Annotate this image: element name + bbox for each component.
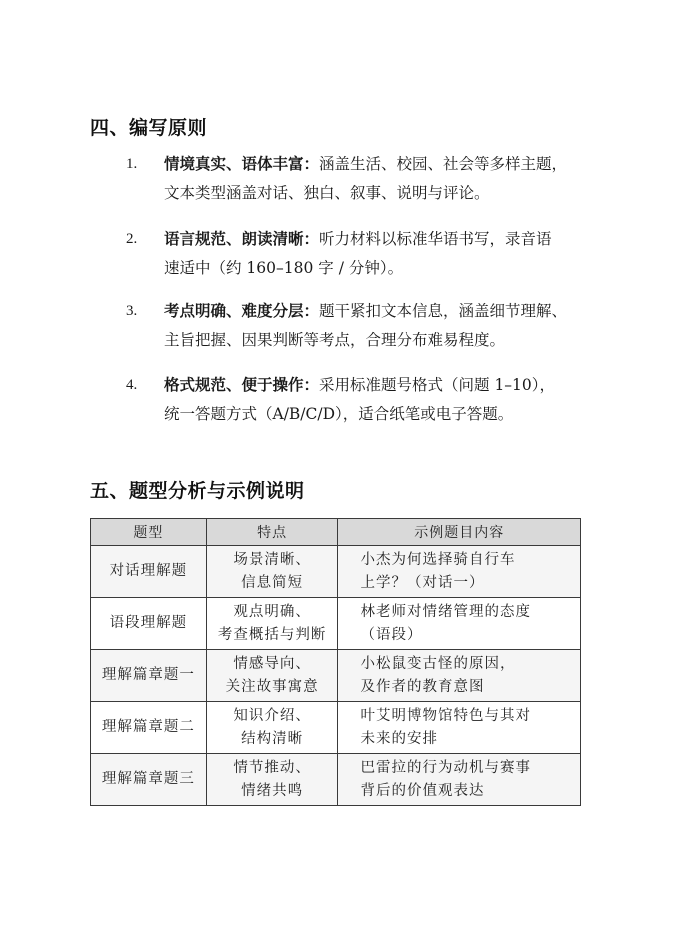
example-line: 未来的安排 — [360, 730, 438, 747]
principle-item — [126, 297, 596, 355]
item-number: 1. — [126, 156, 138, 172]
feature-line: 情绪共鸣 — [241, 782, 304, 799]
type-cell: 语段理解题 — [91, 598, 207, 650]
example-line: 林老师对情绪管理的态度 — [360, 603, 531, 620]
features-cell — [206, 702, 338, 754]
item-text-continued: 主旨把握、因果判断等考点，合理分布难易程度。 — [164, 331, 506, 349]
example-cell — [338, 650, 581, 702]
example-line: 背后的价值观表达 — [360, 782, 485, 799]
type-cell: 理解篇章题一 — [91, 650, 207, 702]
header-cell-features: 特点 — [206, 519, 338, 546]
header-cell-example: 示例题目内容 — [338, 519, 581, 546]
section-title-principles: 四、编写原则 — [90, 117, 208, 139]
example-cell — [338, 546, 581, 598]
question-type-table — [90, 518, 581, 806]
features-cell — [206, 650, 338, 702]
feature-line: 观点明确、 — [233, 603, 311, 620]
feature-line: 关注故事寓意 — [225, 678, 319, 695]
table-row — [91, 702, 581, 754]
example-line: 上学？（对话一） — [360, 574, 485, 591]
feature-line: 情节推动、 — [233, 759, 311, 776]
example-line: 巴雷拉的行为动机与赛事 — [360, 759, 531, 776]
example-line: 小杰为何选择骑自行车 — [360, 551, 516, 568]
features-cell — [206, 598, 338, 650]
item-number: 4. — [126, 377, 138, 393]
item-text-continued: 统一答题方式（A/B/C/D），适合纸笔或电子答题。 — [164, 405, 514, 423]
table-row — [91, 754, 581, 806]
principle-item — [126, 371, 596, 429]
section-title-question-types: 五、题型分析与示例说明 — [90, 480, 305, 502]
table-row — [91, 650, 581, 702]
example-line: 及作者的教育意图 — [360, 678, 485, 695]
example-cell — [338, 702, 581, 754]
item-heading: 情境真实、语体丰富： — [164, 155, 320, 173]
feature-line: 情感导向、 — [233, 655, 311, 672]
item-number: 2. — [126, 231, 138, 247]
table-row — [91, 598, 581, 650]
feature-line: 场景清晰、 — [233, 551, 311, 568]
type-cell: 对话理解题 — [91, 546, 207, 598]
example-cell — [338, 598, 581, 650]
item-text-continued: 速适中（约 160–180 字 / 分钟）。 — [164, 259, 404, 277]
feature-line: 知识介绍、 — [233, 707, 311, 724]
item-heading: 考点明确、难度分层： — [164, 302, 320, 320]
principle-item — [126, 225, 596, 283]
principle-item — [126, 150, 596, 208]
item-line — [164, 297, 596, 326]
item-number: 3. — [126, 303, 138, 319]
item-text: 听力材料以标准华语书写，录音语 — [319, 230, 552, 248]
feature-line: 结构清晰 — [241, 730, 304, 747]
features-cell — [206, 546, 338, 598]
item-heading: 格式规范、便于操作： — [164, 376, 320, 394]
table-row — [91, 546, 581, 598]
header-cell-type: 题型 — [91, 519, 207, 546]
feature-line: 信息简短 — [241, 574, 304, 591]
item-line — [164, 150, 596, 179]
example-line: 小松鼠变古怪的原因， — [360, 655, 516, 672]
item-text: 涵盖生活、校园、社会等多样主题， — [319, 155, 568, 173]
item-text: 采用标准题号格式（问题 1–10）， — [319, 376, 556, 394]
item-text: 题干紧扣文本信息，涵盖细节理解、 — [319, 302, 568, 320]
type-cell: 理解篇章题二 — [91, 702, 207, 754]
item-line — [164, 371, 596, 400]
item-heading: 语言规范、朗读清晰： — [164, 230, 320, 248]
table-header-row — [91, 519, 581, 546]
example-line: 叶艾明博物馆特色与其对 — [360, 707, 531, 724]
example-line: （语段） — [360, 626, 423, 643]
type-cell: 理解篇章题三 — [91, 754, 207, 806]
example-cell — [338, 754, 581, 806]
feature-line: 考查概括与判断 — [217, 626, 327, 643]
features-cell — [206, 754, 338, 806]
item-line — [164, 225, 596, 254]
item-text-continued: 文本类型涵盖对话、独白、叙事、说明与评论。 — [164, 184, 490, 202]
